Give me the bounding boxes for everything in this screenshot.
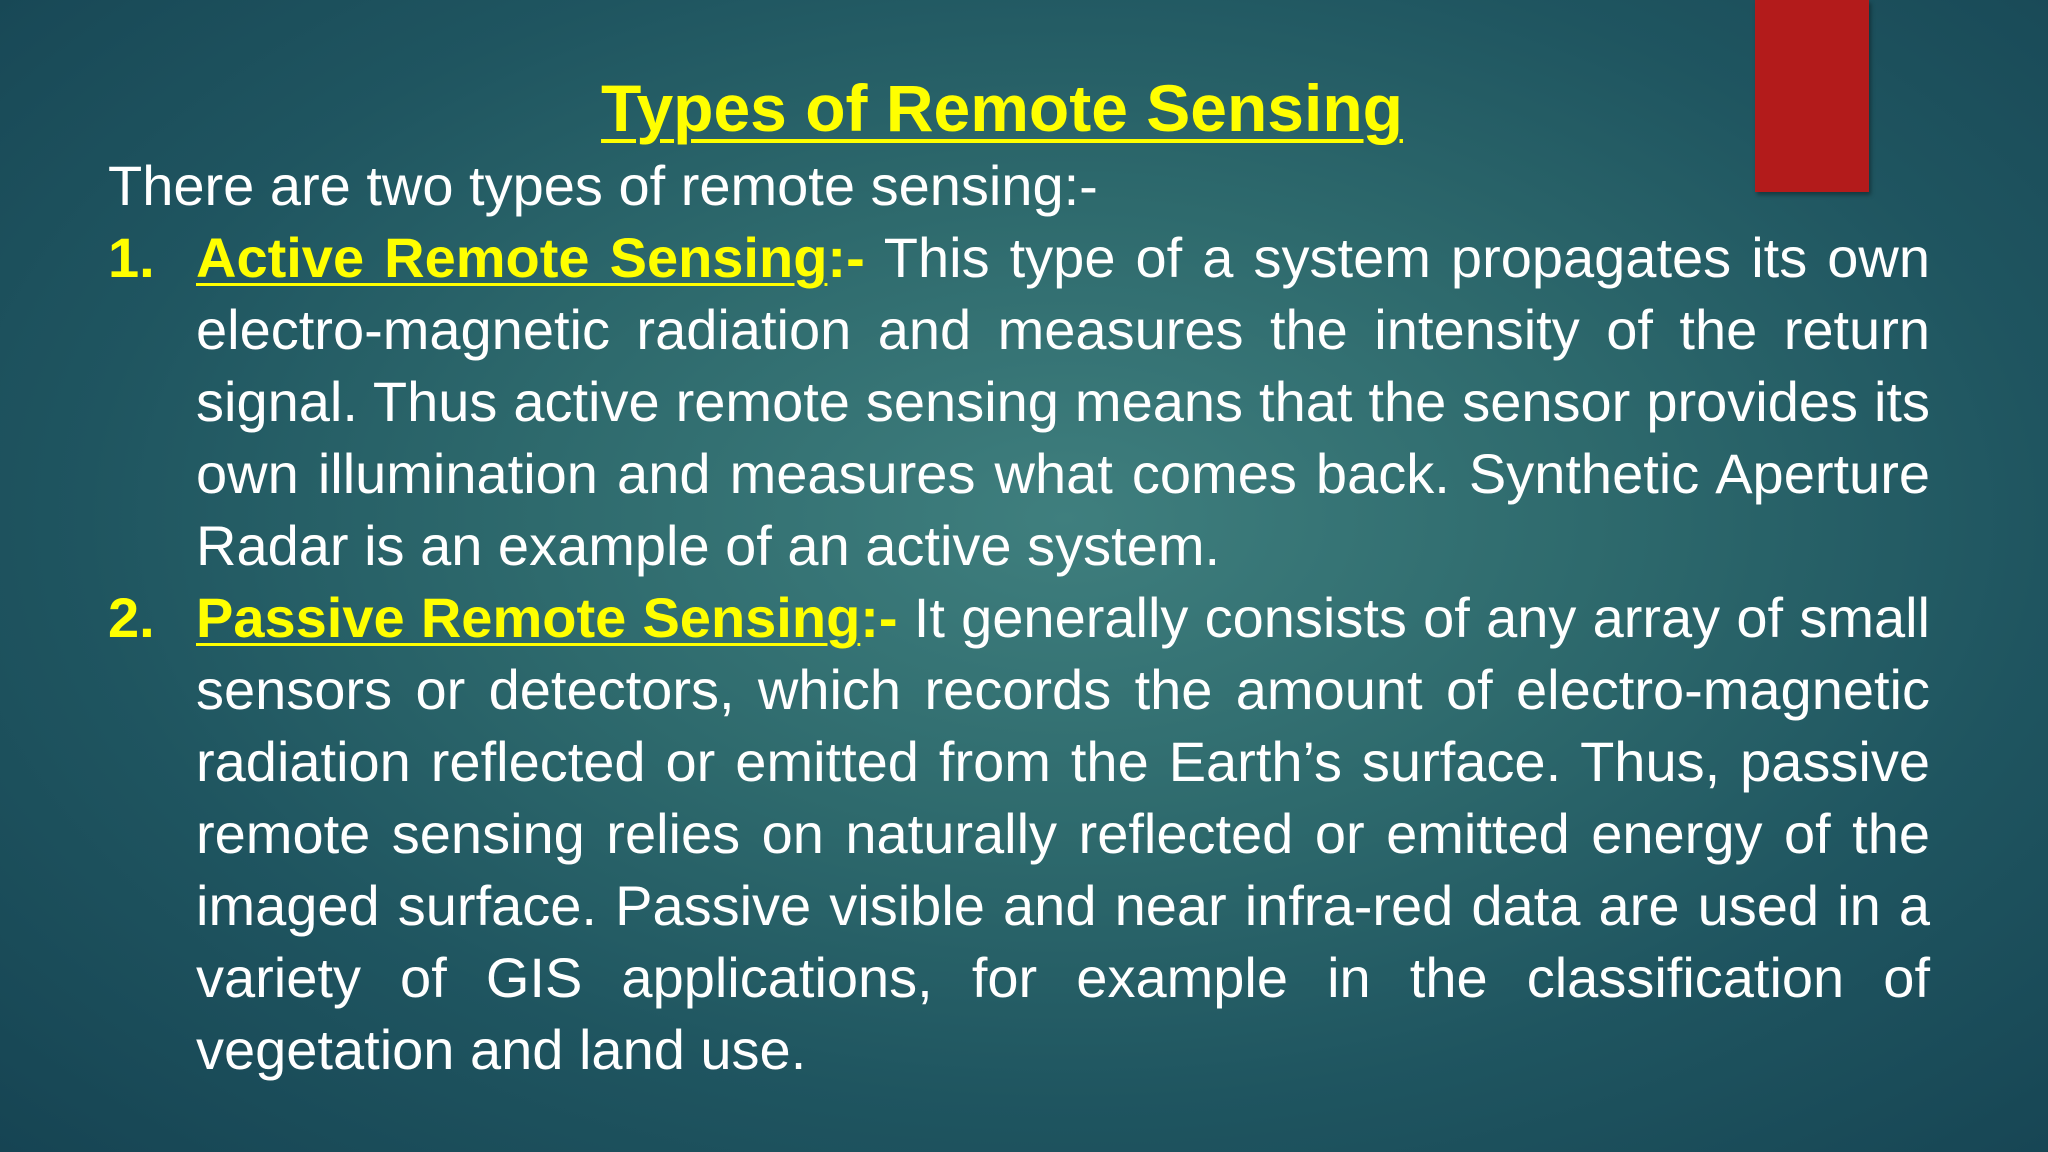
intro-text: There are two types of remote sensing:- xyxy=(108,154,1098,217)
item-heading-active: Active Remote Sensing xyxy=(196,226,828,289)
slide-title: Types of Remote Sensing xyxy=(601,71,1403,145)
list-item-passive xyxy=(108,582,1930,1086)
heading-separator: :- xyxy=(860,586,898,649)
list-number: 2. xyxy=(108,586,155,649)
item-body-passive: It generally consists of any array of small sensors or detectors, which records the amount of electro-magnetic radiation reflected or emitted from the Earth’s surface. Thus, passive remote sensing relies on naturally reflected or emitted energy of the imaged surface. Passive visible and near infra-red data are used in a variety of GIS applications, for example in the classification of vegetation and land use. xyxy=(196,586,1930,1081)
types-list xyxy=(108,222,1930,1086)
list-number: 1. xyxy=(108,226,155,289)
heading-separator: :- xyxy=(827,226,865,289)
item-body-active: This type of a system propagates its own electro-magnetic radiation and measures the intensity of the return signal. Thus active remote sensing means that the sensor provides its own illumination and measures what comes back. Synthetic Aperture Radar is an example of an active system. xyxy=(196,226,1931,577)
list-item-active xyxy=(108,222,1930,582)
item-heading-passive: Passive Remote Sensing xyxy=(196,586,861,649)
slide-title-container xyxy=(0,68,2048,148)
